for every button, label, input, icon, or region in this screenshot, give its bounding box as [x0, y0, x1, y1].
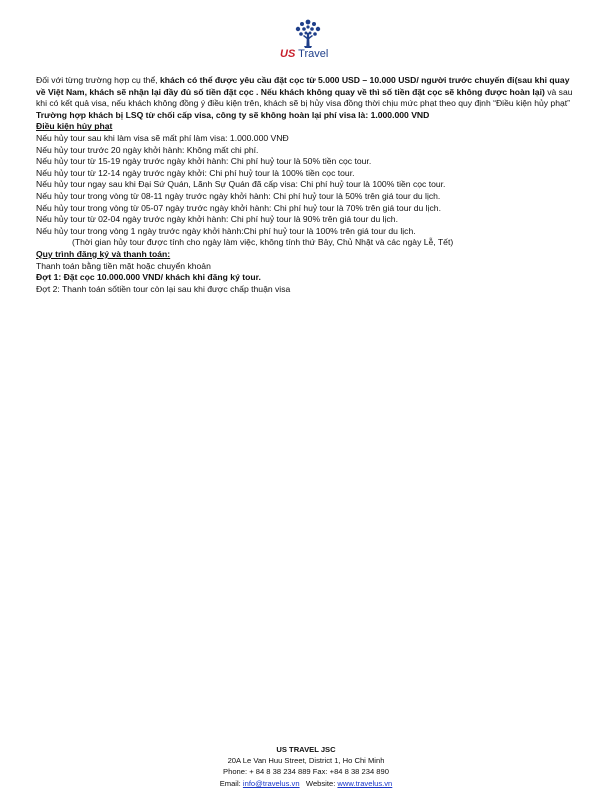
cancellation-item: Nếu hủy tour từ 15-19 ngày trước ngày khởi hành: Chi phí huỷ tour là 50% tiền cọc tour.: [36, 156, 372, 167]
document-body: [36, 75, 576, 295]
cancellation-item: Nếu hủy tour sau khi làm visa sẽ mất phí làm visa: 1.000.000 VNĐ: [36, 132, 289, 143]
visa-refusal-note: Trường hợp khách bị LSQ từ chối cấp visa, công ty sẽ không hoàn lại phí visa là: 1.000.000 VND: [36, 109, 430, 120]
contact-line: [0, 778, 612, 789]
deposit-paragraph: [36, 75, 576, 110]
intro-text: Đối với từng trường hợp cụ thể,: [36, 75, 160, 85]
cancellation-item: Nếu hủy tour ngay sau khi Đại Sứ Quán, Lãnh Sự Quán đã cấp visa: Chi phí huỷ tour là 100% tiền cọc tour.: [36, 179, 446, 190]
website-label: Website:: [299, 778, 338, 788]
cancellation-item: Nếu hủy tour trong vòng từ 08-11 ngày trước ngày khởi hành: Chi phí huỷ tour là 50% trên giá tour du lịch.: [36, 190, 441, 201]
cancellation-note: (Thời gian hủy tour được tính cho ngày làm việc, không tính thứ Bảy, Chủ Nhật và các ngày Lễ, Tết): [72, 237, 454, 248]
footer: [0, 744, 612, 789]
payment-step-1: Đợt 1: Đặt cọc 10.000.000 VND/ khách khi đăng ký tour.: [36, 272, 261, 283]
company-name: US TRAVEL JSC: [276, 745, 336, 754]
registration-heading: Quy trình đăng ký và thanh toán:: [36, 248, 171, 259]
payment-method: Thanh toán bằng tiền mặt hoặc chuyển khoản: [36, 260, 211, 271]
cancellation-item: Nếu hủy tour từ 12-14 ngày trước ngày khởi: Chi phí huỷ tour là 100% tiền cọc tour.: [36, 167, 355, 178]
deposit-requirement: khách có thể được yêu cầu đặt cọc từ 5.000 USD – 10.000 USD/ người trước chuyến đi(sau khi quay về Việt Nam, khách sẽ nhận lại đầy đủ số tiền đặt cọc . Nếu khách không quay về thì số tiền đặt cọc sẽ không được hoàn lại): [36, 75, 570, 97]
cancellation-item: Nếu hủy tour trước 20 ngày khởi hành: Không mất chi phí.: [36, 144, 259, 155]
brand-us: US: [280, 48, 296, 60]
intro-tail: và sau khi có kết quả visa, nếu khách không đồng ý điều kiện trên, khách sẽ bị hủy visa đồng thời chịu mức phạt theo quy định “Điều kiện hủy phạt”: [36, 86, 573, 109]
company-address: 20A Le Van Huu Street, District 1, Ho Chi Minh: [227, 756, 385, 766]
email-link[interactable]: info@travelus.vn: [242, 778, 300, 788]
brand-wordmark: [280, 48, 328, 60]
cancellation-item: Nếu hủy tour trong vòng 1 ngày trước ngày khởi hành:Chi phí huỷ tour là 100% trên giá tour du lịch.: [36, 225, 416, 236]
cancellation-item: Nếu hủy tour từ 02-04 ngày trước ngày khởi hành: Chi phí huỷ tour là 90% trên giá tour du lịch.: [36, 214, 398, 225]
email-label: Email:: [219, 778, 243, 788]
payment-step-2: Đợt 2: Thanh toán sốtiền tour còn lại sau khi được chấp thuận visa: [36, 283, 291, 294]
website-link[interactable]: www.travelus.vn: [337, 778, 393, 788]
cancellation-item: Nếu hủy tour trong vòng từ 05-07 ngày trước ngày khởi hành: Chi phí huỷ tour là 70% trên giá tour du lịch.: [36, 202, 441, 213]
phone-fax: Phone: + 84 8 38 234 889 Fax: +84 8 38 234 890: [223, 767, 389, 777]
cancellation-heading: Điều kiện hủy phạt: [36, 121, 113, 132]
brand-travel: Travel: [298, 48, 329, 60]
